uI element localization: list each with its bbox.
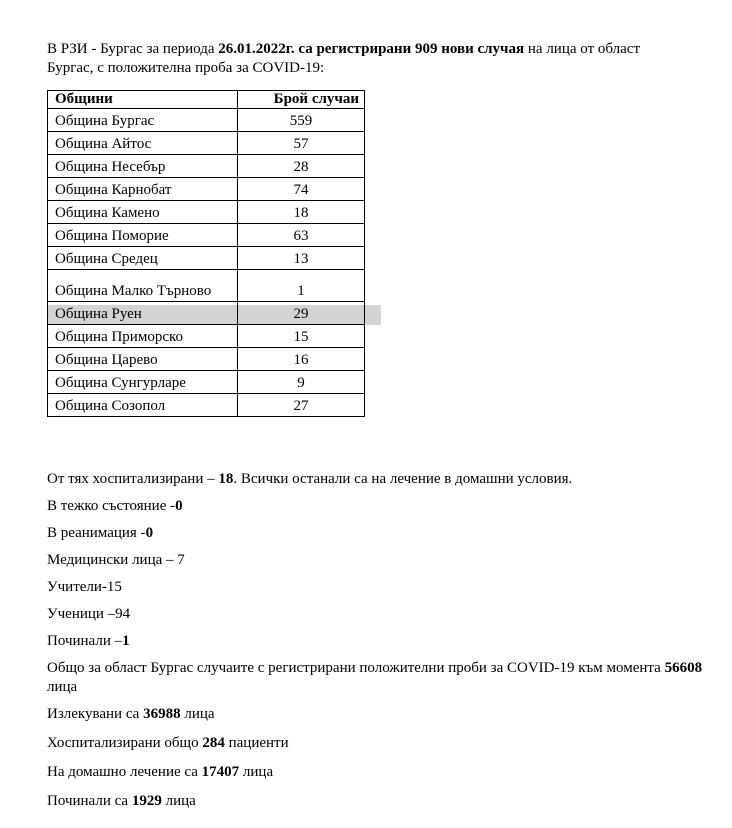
case-count: 63 xyxy=(238,224,365,247)
municipality-name: Община Айтос xyxy=(48,132,238,155)
hospitalized-line xyxy=(47,470,707,489)
case-count: 28 xyxy=(238,155,365,178)
home-treatment-suffix: лица xyxy=(239,764,274,780)
icu-prefix: В реанимация - xyxy=(47,525,146,541)
hospitalized-prefix: От тях хоспитализирани – xyxy=(47,471,219,487)
case-count: 559 xyxy=(238,109,365,132)
case-count: 16 xyxy=(238,348,365,371)
cured-value: 36988 xyxy=(143,706,181,722)
deceased-total-line xyxy=(47,792,707,811)
cured-suffix: лица xyxy=(180,706,215,722)
deaths-line xyxy=(47,632,707,651)
cured-prefix: Излекувани са xyxy=(47,706,144,722)
table-row xyxy=(48,132,365,155)
municipality-name: Община Камено xyxy=(48,201,238,224)
cases-table xyxy=(47,90,365,417)
home-treatment-value: 17407 xyxy=(201,764,240,780)
case-count: 27 xyxy=(238,394,365,417)
hospitalized-total-suffix: пациенти xyxy=(224,735,289,751)
severe-line xyxy=(47,497,707,516)
hospitalized-value: 18 xyxy=(218,471,234,487)
table-row xyxy=(48,155,365,178)
header-municipalities: Общини xyxy=(48,91,238,109)
case-count: 15 xyxy=(238,325,365,348)
deaths-prefix: Починали – xyxy=(47,633,123,649)
municipality-name: Община Малко Търново xyxy=(48,270,238,302)
hospitalized-total-prefix: Хоспитализирани общо xyxy=(47,735,203,751)
icu-value: 0 xyxy=(145,525,154,541)
table-row xyxy=(48,325,365,348)
municipality-name: Община Несебър xyxy=(48,155,238,178)
municipality-name: Община Карнобат xyxy=(48,178,238,201)
table-row xyxy=(48,247,365,270)
deceased-total-value: 1929 xyxy=(131,793,162,809)
table-header-row xyxy=(48,91,365,109)
intro-suffix: на лица от област Бургас, с положителна проба за COVID-19: xyxy=(47,41,640,76)
municipality-name: Община Поморие xyxy=(48,224,238,247)
hospitalized-total-value: 284 xyxy=(202,735,225,751)
table-row xyxy=(48,394,365,417)
students-line: Ученици –94 xyxy=(47,606,131,622)
icu-line xyxy=(47,524,707,543)
table-row xyxy=(48,109,365,132)
hospitalized-suffix: . Всички останали са на лечение в домашни условия. xyxy=(233,471,573,487)
hospitalized-total-line xyxy=(47,734,707,753)
municipality-name: Община Сунгурларе xyxy=(48,371,238,394)
deceased-total-suffix: лица xyxy=(161,793,196,809)
case-count: 57 xyxy=(238,132,365,155)
case-count: 9 xyxy=(238,371,365,394)
total-line xyxy=(47,659,707,697)
home-treatment-prefix: На домашно лечение са xyxy=(47,764,202,780)
deceased-total-prefix: Починали са xyxy=(47,793,132,809)
municipality-name: Община Руен xyxy=(48,302,238,325)
municipality-name: Община Царево xyxy=(48,348,238,371)
severe-value: 0 xyxy=(175,498,183,514)
medics-line: Медицински лица – 7 xyxy=(47,552,185,568)
table-row xyxy=(48,224,365,247)
case-count: 18 xyxy=(238,201,365,224)
table-row xyxy=(48,178,365,201)
intro-bold: 26.01.2022г. са регистрирани 909 нови случая xyxy=(218,41,525,57)
case-count: 1 xyxy=(238,270,365,302)
home-treatment-line xyxy=(47,763,707,782)
intro-paragraph xyxy=(47,40,687,78)
case-count: 74 xyxy=(238,178,365,201)
cured-line xyxy=(47,705,707,724)
municipality-name: Община Созопол xyxy=(48,394,238,417)
total-prefix: Общо за област Бургас случаите с регистрирани положителни проби за COVID-19 към момента xyxy=(47,660,665,676)
table-row xyxy=(48,371,365,394)
table-row xyxy=(48,348,365,371)
municipality-name: Община Приморско xyxy=(48,325,238,348)
stats-section xyxy=(47,470,707,811)
table-row xyxy=(48,270,365,302)
intro-prefix: В РЗИ - Бургас за периода xyxy=(47,41,219,57)
municipality-name: Община Бургас xyxy=(48,109,238,132)
teachers-line: Учители-15 xyxy=(47,579,122,595)
total-value: 56608 xyxy=(664,660,703,676)
case-count: 13 xyxy=(238,247,365,270)
table-row xyxy=(48,302,365,325)
deaths-value: 1 xyxy=(122,633,130,649)
severe-prefix: В тежко състояние - xyxy=(47,498,176,514)
municipality-name: Община Средец xyxy=(48,247,238,270)
case-count: 29 xyxy=(238,302,365,325)
total-suffix: лица xyxy=(47,679,78,695)
table-row xyxy=(48,201,365,224)
header-case-count: Брой случаи xyxy=(238,91,365,109)
